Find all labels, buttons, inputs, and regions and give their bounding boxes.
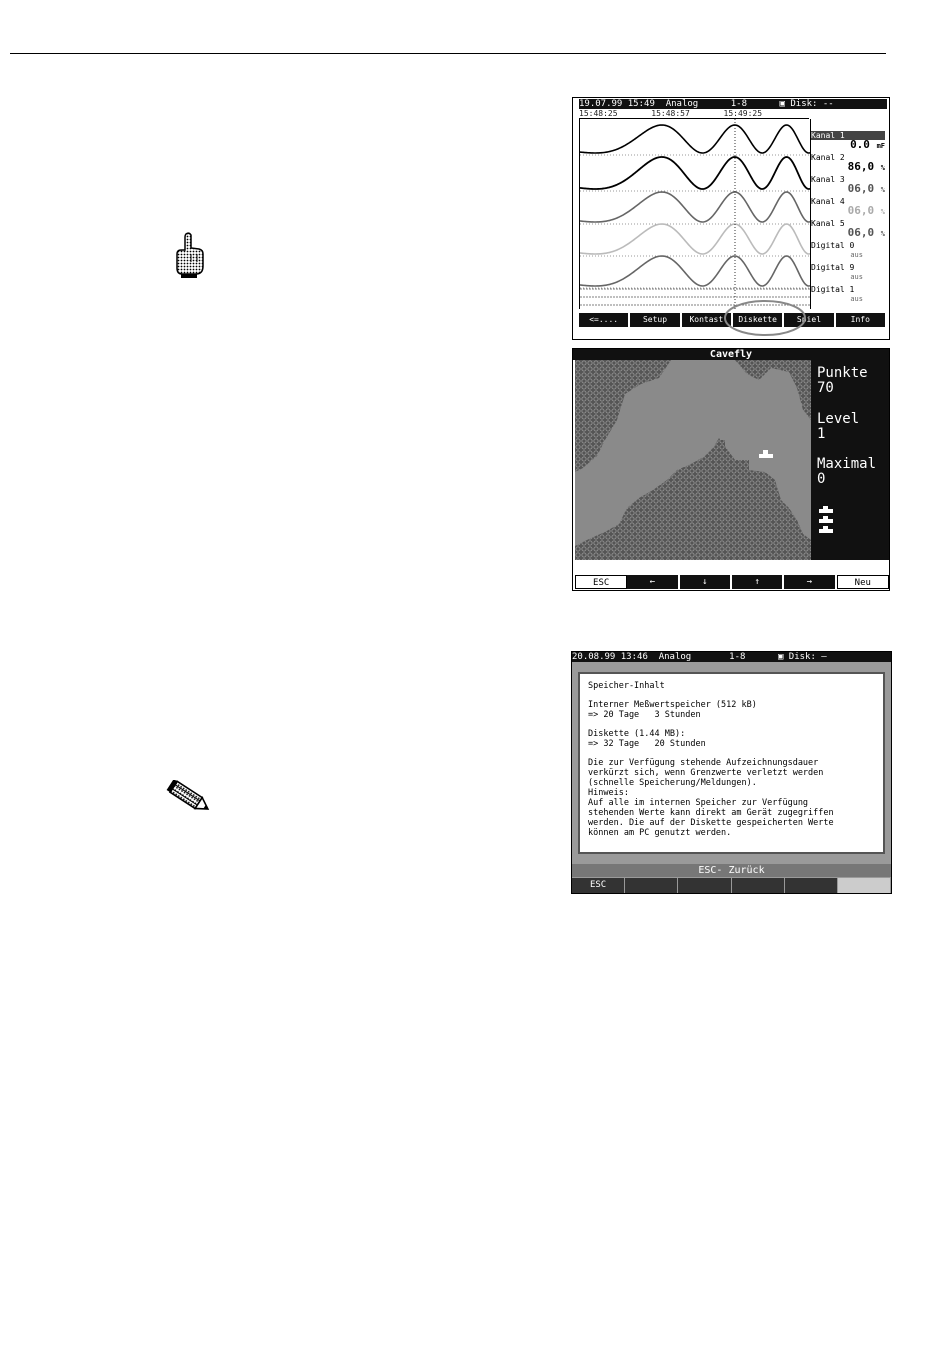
softkey-info[interactable]: Info [836,313,887,327]
level-value: 1 [817,426,826,442]
pencil-note-icon [166,780,214,816]
esc-back-hint: ESC- Zurück [572,864,891,877]
channel-value: 86,0 % [847,160,885,173]
arrow-left-icon[interactable]: ← [627,575,679,589]
game-title: Cavefly [573,349,889,360]
channel-label: Kanal 3 [811,175,845,184]
dialog-title: Speicher-Inhalt [588,681,665,691]
softkey-empty[interactable] [625,878,678,893]
info-line: verkürzt sich, wenn Grenzwerte verletzt werden [588,768,824,778]
channel-label: Kanal 2 [811,153,845,162]
channel-label: Kanal 4 [811,197,845,206]
info-line: stehenden Werte kann direkt am Gerät zugegriffen [588,808,834,818]
softkey-contrast[interactable]: Kontast [682,313,733,327]
arrow-right-icon[interactable]: → [784,575,836,589]
status-disk: Disk: -- [790,99,834,109]
status-group: 1-8 [730,99,747,109]
waveform-trace [580,157,810,189]
softkey-game[interactable]: Spiel [784,313,835,327]
timestamp-row [579,109,809,119]
game-softkey-bar [575,575,889,589]
lives-icon [817,506,837,536]
info-line: werden. Die auf der Diskette gespeicherten Werte [588,818,834,828]
softkey-empty[interactable] [678,878,731,893]
waveform-plot [579,119,811,309]
status-mode: Analog [658,652,692,662]
channel-value: 06,0 % [847,182,885,195]
waveform-trace [580,125,810,153]
diskette-duration: => 32 Tage 20 Stunden [588,739,706,749]
arrow-up-icon[interactable]: ↑ [732,575,784,589]
points-label: Punkte [817,365,868,381]
softkey-diskette[interactable]: Diskette [733,313,784,327]
points-value: 70 [817,380,834,396]
status-mode: Analog [665,99,699,109]
waveform-trace [580,192,810,222]
channel-value: 06,0 % [847,204,885,217]
softkey-empty[interactable] [785,878,838,893]
cave-playfield [575,360,811,560]
info-line: können am PC genutzt werden. [588,828,732,838]
diskette-label: Diskette (1.44 MB): [588,729,686,739]
status-bar [579,99,887,109]
memory-info-screen [571,651,892,894]
digital-value: aus [850,295,863,303]
status-group: 1-8 [729,652,746,662]
waveform-trace [580,256,810,286]
internal-memory-label: Interner Meßwertspeicher (512 kB) [588,700,757,710]
waveform-trace [580,224,810,254]
softkey-new[interactable]: Neu [837,575,889,589]
score-panel [811,360,889,560]
status-bar [572,652,891,662]
info-line: Die zur Verfügung stehende Aufzeichnungsdauer [588,758,819,768]
status-datetime: 19.07.99 15:49 [579,99,655,109]
channel-value: 0.0 mF [850,138,885,151]
arrow-down-icon[interactable]: ↓ [680,575,732,589]
disk-icon: ▣ [779,99,785,109]
softkey-setup[interactable]: Setup [630,313,681,327]
maximal-label: Maximal [817,456,877,472]
digital-label: Digital 0 [811,241,855,250]
info-line: Auf alle im internen Speicher zur Verfügung [588,798,809,808]
timestamp: 15:48:25 [579,109,618,118]
softkey-esc[interactable]: ESC [575,575,627,589]
memory-dialog [578,672,885,854]
info-line: (schnelle Speicherung/Meldungen). [588,778,757,788]
digital-label: Digital 1 [811,285,855,294]
digital-value: aus [850,273,863,281]
status-datetime: 20.08.99 13:46 [572,652,648,662]
level-label: Level [817,411,860,427]
recorder-screen [572,97,890,340]
channel-label: Kanal 1 [811,131,885,140]
memory-softkey-bar [572,878,891,893]
softkey-empty[interactable] [732,878,785,893]
softkey-empty[interactable] [838,878,891,893]
timestamp: 15:49:25 [723,109,763,118]
status-disk: Disk: — [788,652,827,662]
game-screen [572,348,890,591]
timestamp: 15:48:57 [651,109,690,118]
highlight-ring [723,298,807,338]
header-rule [10,53,886,54]
info-line: Hinweis: [588,788,629,798]
channel-label: Kanal 5 [811,219,845,228]
digital-label: Digital 9 [811,263,855,272]
channel-value: 06,0 % [847,226,885,239]
disk-icon: ▣ [777,652,784,662]
softkey-back[interactable]: <=.... [579,313,630,327]
softkey-esc[interactable]: ESC [572,878,625,893]
pointing-hand-icon [174,232,206,278]
channel-panel [811,119,887,309]
maximal-value: 0 [817,471,826,487]
internal-memory-duration: => 20 Tage 3 Stunden [588,710,701,720]
digital-value: aus [850,251,863,259]
